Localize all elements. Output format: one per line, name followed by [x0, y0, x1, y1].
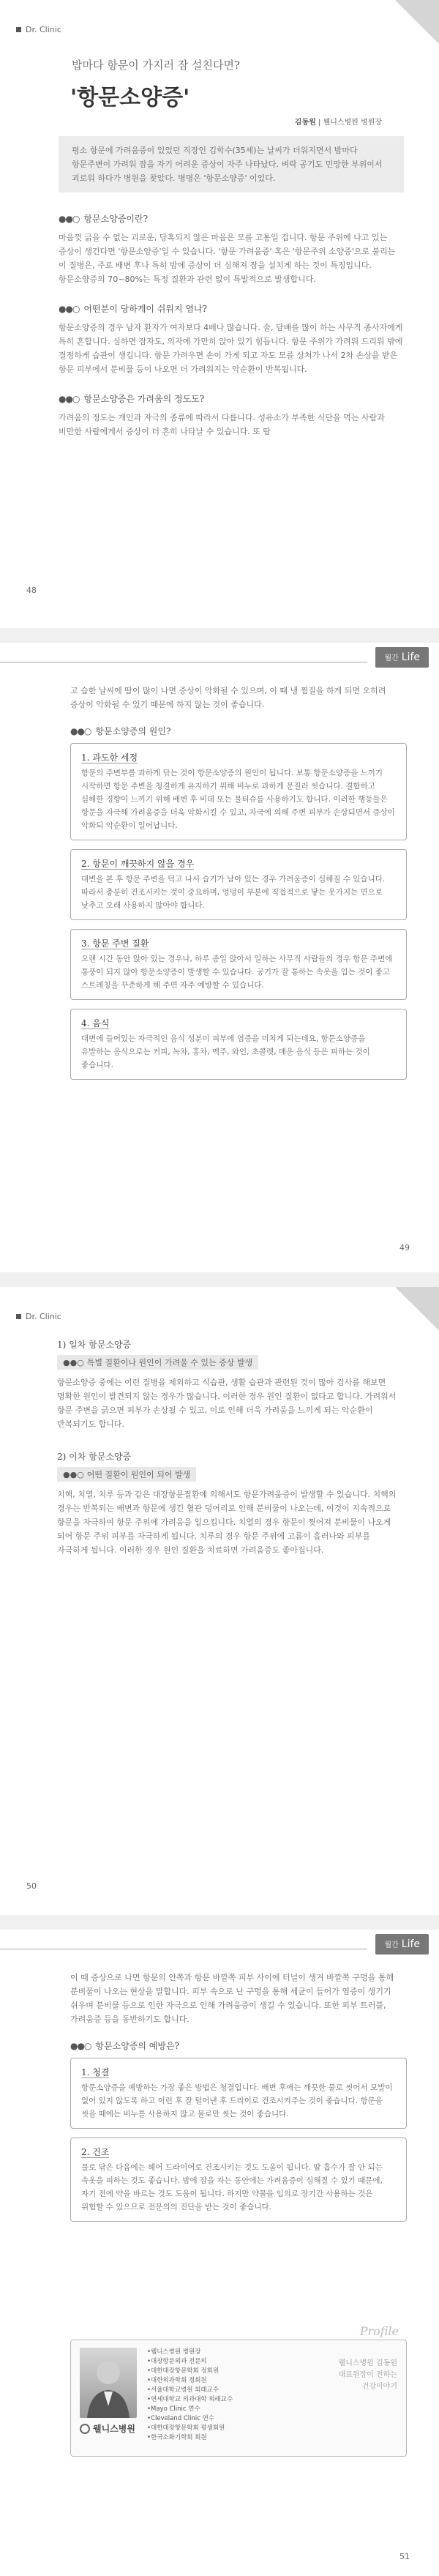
- cause-card: [70, 929, 407, 1000]
- section-text: 마음껏 긁을 수 없는 괴로운, 당혹되지 않은 마음은 모를 고통일 겁니다. 항문 주위에 나고 있는 증상이 생긴다면 '항문소양증'일 수 있습니다. '항문 가려움증' 혹은 '항문주위 소양증'으로 불리는 이 질병은, 주로 배변 후나 특히 밤에 증상이 더 심해져 잠을 설치게 하는 것이 특징입니다. 항문소양증의 70~80%는 특정 질환과 관련 없이 특발적으로 발생합니다.: [59, 233, 396, 284]
- intro-text: 이 때 증상으로 나면 항문의 안쪽과 항문 바깥쪽 피부 사이에 터널이 생겨 바깥쪽 구멍을 통해 분비물이 나오는 현상을 말합니다. 피부 속으로 난 구멍을 통해 세균이 들어가 염증이 생기기 쉬우며 분비물 등으로 인한 자극으로 인해 가려움증이 생길 수 있습니다. 또한 피부 트러블, 가려움증 등을 동반하기도 합니다.: [70, 1973, 394, 2024]
- career-line: •웰니스병원 병원장: [147, 2348, 201, 2356]
- card-text: 오랜 시간 동안 앉아 있는 경우나, 하루 종일 앉아서 일하는 사무직 사람들의 경우 항문 주변에 통풍이 되지 않아 항문소양증이 발생할 수 있습니다. 공기가 잘 통하는 속옷을 입는 것이 좋고 스트레칭을 꾸준하게 해 주면 자주 예방할 수 있습니다.: [81, 955, 393, 990]
- career-line: •연세대학교 의과대학 외래교수: [147, 2396, 233, 2403]
- hospital-logo: 웰니스병원: [80, 2422, 135, 2435]
- page-50: [0, 1287, 439, 1915]
- profile-label: Profile: [359, 2324, 399, 2338]
- section-heading: ●●○ 항문소양증은 가려움의 정도도?: [59, 394, 205, 404]
- cause-card: [70, 849, 407, 920]
- career-line: •서울대학교병원 외래교수: [147, 2386, 220, 2394]
- card-title: 2. 항문이 깨끗하지 않을 경우: [81, 859, 195, 869]
- intro-text: 평소 항문에 가려움증이 있었던 직장인 김학수(35세)는 날씨가 더워지면서 밤마다 항문주변이 가려워 잠을 자기 어려운 증상이 자주 나타났다. 벼락 공기도 민망한 부위이서 괴로워 하다가 병원을 찾았다. 병명은 '항문소양증' 이었다.: [72, 146, 383, 183]
- cause-card: [70, 1009, 407, 1080]
- section-heading: ●●○ 어떤분이 당하게이 쉬워지 염나?: [59, 304, 207, 314]
- card-title: 1. 청결: [81, 2067, 110, 2077]
- profile-career-list: [147, 2348, 315, 2443]
- profile-box: [70, 2324, 407, 2457]
- section-text: 항문소양증의 경우 남자 환자가 여자보다 4배나 많습니다. 술, 담배를 많이 하는 사무직 종사자에게 특히 흔합니다. 심하면 잠자도, 의자에 가만히 앉아 있기 힘듭니다. 항문 주위가 가려워 드리워 밖에 결정하게 습관이 생깁니다. 항문 가려우면 손이 가게 되고 자도 모를 상처가 나서 2차 손상을 받은 항문 피부에서 분비물 등이 나오면 더 가려워지는 악순환이 반복됩니다.: [59, 323, 403, 374]
- author-name: 김동원: [294, 119, 316, 127]
- article-body: [70, 684, 407, 1089]
- life-tag: 월간 Life: [375, 1934, 429, 1955]
- section-text: 가려움의 정도는 개인과 자극의 종류에 따라서 다릅니다. 성유소가 부족한 식단을 먹는 사람과 비만한 사람에게서 증상이 더 흔히 나타날 수 있습니다. 또 땀: [59, 413, 385, 436]
- person-icon: [80, 2348, 137, 2418]
- prevention-card: [70, 2058, 407, 2129]
- page-51: [0, 1930, 439, 2576]
- intro-text: 고 습한 날씨에 땀이 많이 나면 증상이 악화될 수 있으며, 이 때 냉 찜질을 하게 되면 오히려 증상이 악화될 수 있기 때문에 하지 않는 것이 좋습니다.: [70, 686, 386, 709]
- section-text: 항문소양증 중에는 이런 질병을 제외하고 식습관, 생활 습관과 관련된 것이 많아 검사를 해보면 명확한 원인이 발견되지 않는 경우가 많습니다. 이러한 경우 원인 질환이 없다고 합니다. 가려워서 항문 주변을 긁으면 피부가 손상될 수 있고, 이로 인해 더욱 가려움을 느끼게 되는 악순환이 반복되기도 합니다.: [57, 1378, 397, 1429]
- page-corner: [395, 1287, 439, 1331]
- page-number: 51: [399, 2552, 410, 2561]
- career-line: •Cleveland Clinic 연수: [147, 2415, 215, 2422]
- cause-card: [70, 743, 407, 840]
- author-affiliation: 웰니스병원 병원장: [323, 119, 382, 127]
- card-title: 3. 항문 주변 질환: [81, 938, 149, 949]
- profile-side-text: 웰니스병원 김동원 대표원장이 전하는 건강이야기: [338, 2359, 397, 2391]
- life-banner: [0, 643, 439, 672]
- highlight-label: ●●○ 어떤 질환이 원인이 되어 발생: [57, 1467, 196, 1482]
- article-title-small: 밥마다 항문이 가지러 잠 설친다면?: [72, 59, 240, 72]
- card-title: 4. 음식: [81, 1018, 110, 1028]
- career-line: •대한외과학회 정회원: [147, 2377, 207, 2384]
- article-body: [70, 1971, 407, 2230]
- life-banner: [0, 1930, 439, 1959]
- card-text: 대변을 본 후 항문 주변을 덕고 나서 습기가 남아 있는 경우 가려움증이 심해질 수 있습니다. 따라서 충분히 건조시키는 것이 중요하며, 엉덩이 부분에 직접적으로 닿는 옷가지는 면으로 낮추고 오래 사용하지 않아야 합니다.: [81, 875, 386, 910]
- section-heading: ●●○ 항문소양증이란?: [59, 214, 149, 224]
- page-corner: [395, 0, 439, 44]
- section-label: Dr. Clinic: [16, 25, 61, 34]
- highlight-label: ●●○ 특별 질환이나 원인이 가려울 수 있는 증상 발생: [57, 1355, 258, 1370]
- hospital-logo-icon: [80, 2424, 90, 2434]
- page-number: 48: [26, 586, 37, 595]
- career-line: •대한대장항문학회 정회원: [147, 2367, 220, 2375]
- card-text: 항문소양증을 예방하는 가장 좋은 방법은 청결입니다. 배변 후에는 깨끗한 물로 씻어서 모발이 없어 있지 않도록 하고 이런 후 잘 털어낸 후 드라이로 건조시켜주는 것이 좋습니다. 항문을 씻을 때에는 비누를 사용하지 않고 물로만 씻는 것이 좋습니다.: [81, 2083, 393, 2118]
- page-number: 49: [399, 1243, 410, 1252]
- author: 김동원 | 웰니스병원 병원장: [294, 119, 382, 127]
- card-text: 대변에 들어있는 자극적인 음식 성분이 피부에 염증을 미치게 되는데요, 항문소양증을 유발하는 음식으로는 커피, 녹차, 홍차, 맥주, 와인, 초콜렛, 매운 음식 등은 피하는 것이 좋습니다.: [81, 1034, 370, 1069]
- card-text: 물로 닦은 다음에는 헤어 드라이어로 건조시키는 것도 도움이 됩니다. 땀 흡수가 잘 안 되는 속옷을 피하는 것도 좋습니다. 밤에 잠을 자는 동안에는 가려움증이 심해질 수 있기 때문에, 자기 전에 약을 바르는 것도 도움이 됩니다. 하지만 약물을 임의로 장기간 사용하는 것은 위험할 수 있으므로 전문의의 진단을 받는 것이 좋습니다.: [81, 2163, 383, 2211]
- section-heading: ●●○ 항문소양증의 예방은?: [70, 2041, 179, 2051]
- subsection-heading: 1) 일차 항문소양증: [57, 1340, 132, 1350]
- card-title: 2. 건조: [81, 2147, 110, 2157]
- article-body: [57, 1338, 401, 1557]
- career-line: •대한대장항문학회 평생회원: [147, 2424, 225, 2432]
- article-title: '항문소양증': [70, 85, 190, 111]
- card-title: 1. 과도한 세정: [81, 753, 138, 763]
- career-line: •Mayo Clinic 연수: [147, 2405, 200, 2413]
- career-line: •대장항문외과 전문의: [147, 2358, 207, 2365]
- section-text: 치핵, 치열, 치루 등과 같은 대장항문질환에 의해서도 항문가려움증이 발생할 수 있습니다. 치핵의 경우는 반복되는 배변과 항문에 생긴 혈관 덩어리로 인해 분비물이 나오는데, 이것이 지속적으로 항문을 자극하여 항문 주위에 가려움을 일으킵니다. 치열의 경우 항문이 찢어져 분비물이 나오게 되어 항문 주위 피부를 자극하게 됩니다. 치루의 경우 항문 주위에 고름이 흘러나와 피부를 자극하게 됩니다. 이러한 경우 원인 질환을 치료하면 가려움증도 좋아집니다.: [57, 1490, 397, 1555]
- page-49: [0, 643, 439, 1272]
- page-48: [0, 0, 439, 628]
- career-line: •한국소화기학회 회원: [147, 2434, 207, 2441]
- doctor-photo: [80, 2348, 137, 2418]
- subsection-heading: 2) 이차 항문소양증: [57, 1452, 132, 1462]
- section-label: Dr. Clinic: [16, 1312, 61, 1321]
- article-body: [59, 202, 404, 438]
- prevention-card: [70, 2138, 407, 2222]
- section-heading: ●●○ 항문소양증의 원인?: [70, 726, 171, 736]
- intro-box: [59, 136, 404, 193]
- card-text: 항문의 주변부를 과하게 닦는 것이 항문소양증의 원인이 됩니다. 보통 항문소양증을 느끼기 시작하면 항문 주변을 청결하게 유지하기 위해 비누로 과하게 문질러 씻습니다. 결합하고 심해한 경향이 느끼기 위해 배변 후 비데 또는 물티슈를 사용하기도 합니다. 이러한 행동들은 항문을 자극해 가려움증을 더욱 악화시킬 수 있고, 자극에 의해 주변 피부가 손상되면서 증상이 악화되 악순환이 일어납니다.: [81, 769, 395, 830]
- page-number: 50: [26, 1881, 37, 1891]
- life-tag: 월간 Life: [375, 647, 429, 668]
